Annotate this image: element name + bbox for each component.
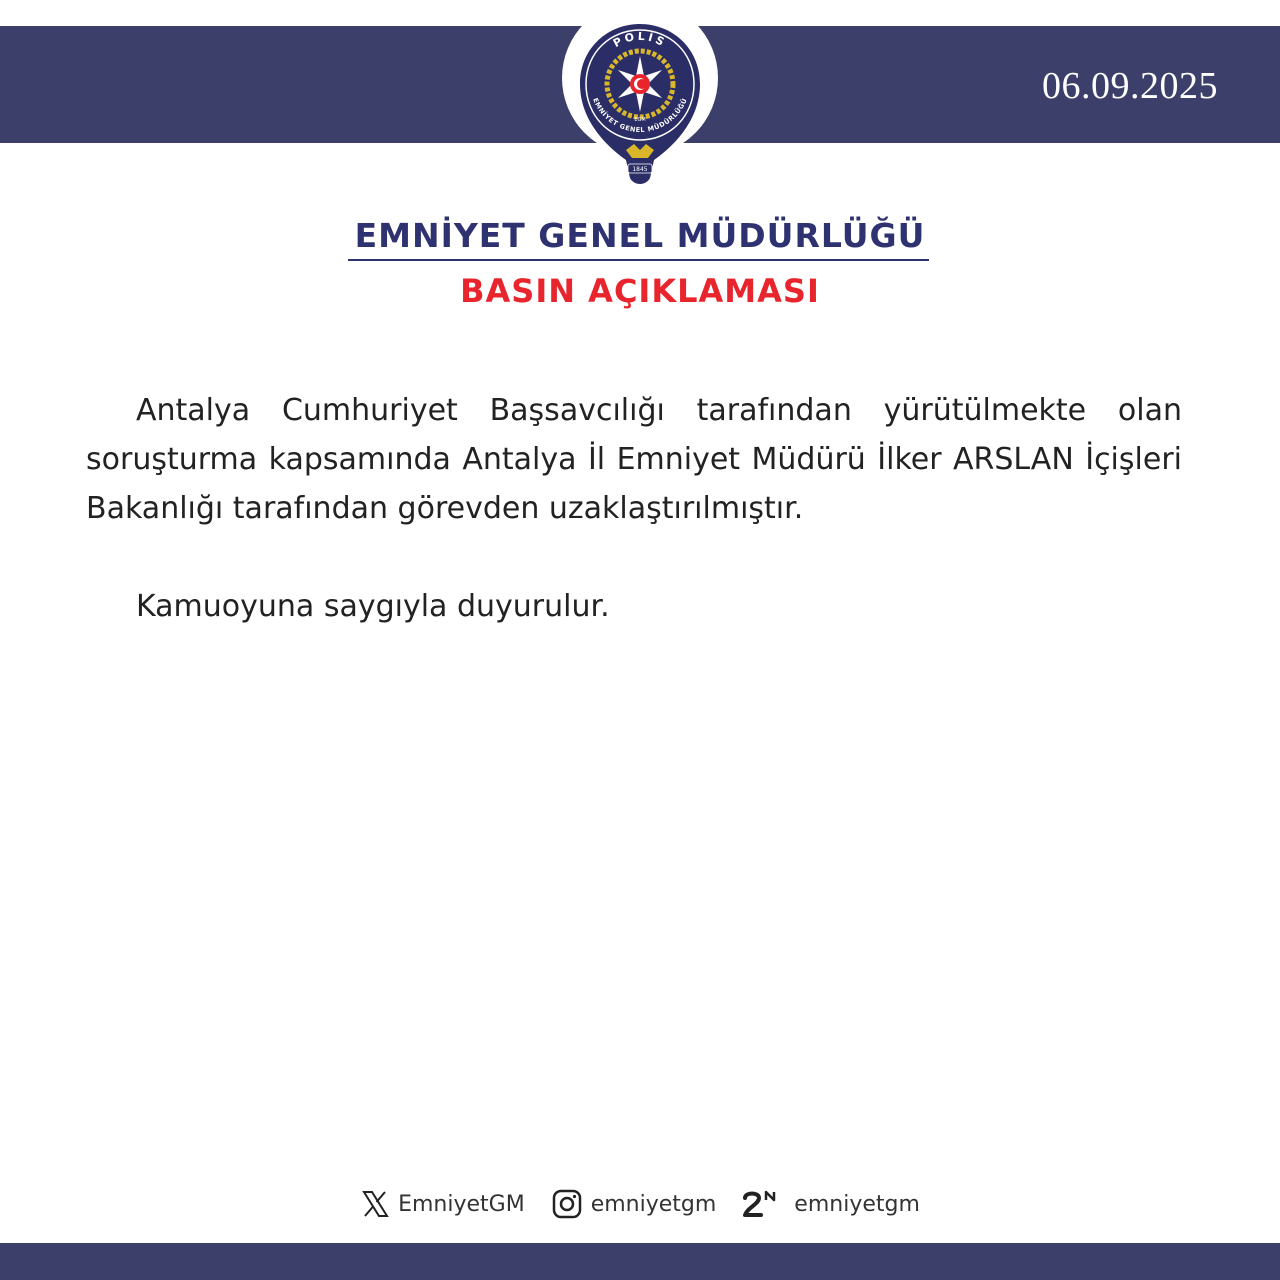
bottom-band (0, 1243, 1280, 1280)
social-handle: emniyetgm (590, 1191, 717, 1217)
press-release-body (86, 386, 1182, 631)
social-handle: emniyetgm (794, 1191, 920, 1217)
body-paragraph: Kamuoyuna saygıyla duyurulur. (136, 589, 610, 624)
instagram-icon (551, 1188, 583, 1220)
nsosyal-icon (742, 1189, 786, 1219)
svg-text:EMNİYET GENEL MÜDÜRLÜĞÜ: EMNİYET GENEL MÜDÜRLÜĞÜ (591, 96, 689, 135)
social-nsosyal-link[interactable] (742, 1189, 920, 1219)
social-footer (0, 1184, 1280, 1224)
social-x-link[interactable] (360, 1189, 525, 1219)
body-paragraph: Antalya Cumhuriyet Başsavcılığı tarafından yürütülmekte olan soruşturma kapsamında Antalya İl Emniyet Müdürü İlker ARSLAN İçişleri Bakanlığı tarafından görevden uzaklaştırılmıştır. (86, 393, 1182, 526)
social-handle: EmniyetGM (398, 1191, 525, 1217)
svg-text:EGM: EGM (634, 117, 646, 123)
svg-text:POLİS: POLİS (611, 29, 669, 50)
police-emblem-icon (574, 20, 706, 192)
social-instagram-link[interactable] (551, 1188, 717, 1220)
title-underline (348, 259, 929, 261)
organization-title: EMNİYET GENEL MÜDÜRLÜĞÜ (354, 216, 926, 255)
document-type-title: BASIN AÇIKLAMASI (460, 272, 820, 310)
document-date: 06.09.2025 (1042, 65, 1218, 107)
svg-text:1845: 1845 (632, 166, 648, 173)
x-icon (360, 1189, 390, 1219)
